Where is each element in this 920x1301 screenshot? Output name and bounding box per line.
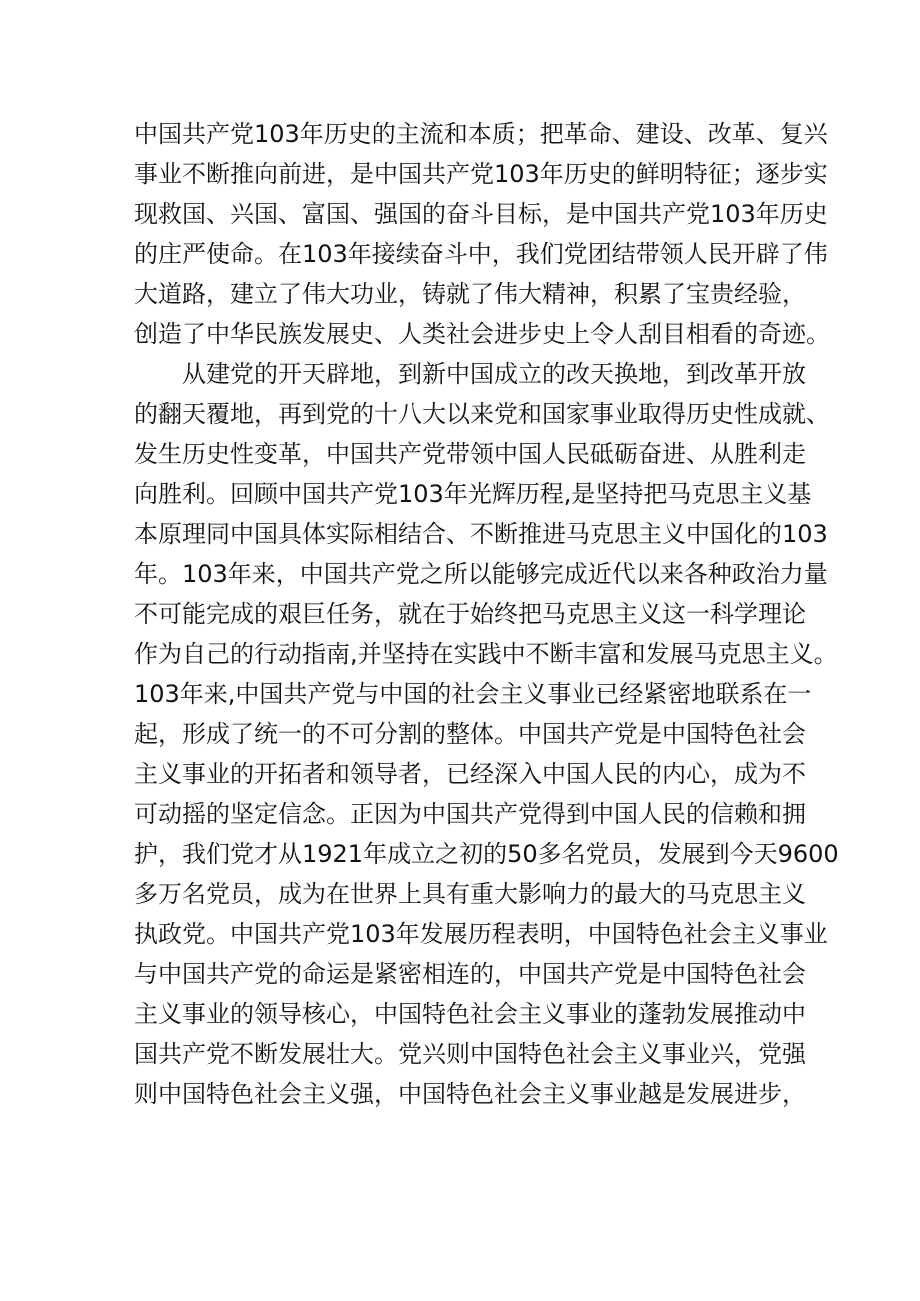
text-line: 护，我们党才从1921年成立之初的50多名党员，发展到今天9600 (134, 840, 839, 868)
text-line: 中国共产党103年历史的主流和本质；把革命、建设、改革、复兴 (134, 120, 828, 148)
body-text (134, 114, 839, 1114)
text-line: 与中国共产党的命运是紧密相连的，中国共产党是中国特色社会 (134, 960, 806, 988)
text-line: 大道路，建立了伟大功业，铸就了伟大精神，积累了宝贵经验， (134, 280, 806, 308)
text-line: 现救国、兴国、富国、强国的奋斗目标，是中国共产党103年历史 (134, 200, 828, 228)
text-line: 多万名党员，成为在世界上具有重大影响力的最大的马克思主义 (134, 880, 806, 908)
text-line: 103年来,中国共产党与中国的社会主义事业已经紧密地联系在一 (134, 680, 812, 708)
text-line: 主义事业的领导核心，中国特色社会主义事业的蓬勃发展推动中 (134, 1000, 806, 1028)
text-line: 的翻天覆地，再到党的十八大以来党和国家事业取得历史性成就、 (134, 400, 830, 428)
text-line: 的庄严使命。在103年接续奋斗中，我们党团结带领人民开辟了伟 (134, 240, 828, 268)
text-line: 起，形成了统一的不可分割的整体。中国共产党是中国特色社会 (134, 720, 806, 748)
text-line: 不可能完成的艰巨任务，就在于始终把马克思主义这一科学理论 (134, 600, 806, 628)
text-line: 年。103年来，中国共产党之所以能够完成近代以来各种政治力量 (134, 560, 828, 588)
text-line: 事业不断推向前进，是中国共产党103年历史的鲜明特征；逐步实 (134, 160, 828, 188)
text-line: 本原理同中国具体实际相结合、不断推进马克思主义中国化的103 (134, 520, 828, 548)
text-line: 发生历史性变革，中国共产党带领中国人民砥砺奋进、从胜利走 (134, 440, 806, 468)
text-line: 则中国特色社会主义强，中国特色社会主义事业越是发展进步， (134, 1080, 806, 1108)
text-line: 创造了中华民族发展史、人类社会进步史上令人刮目相看的奇迹。 (134, 320, 830, 348)
text-line: 执政党。中国共产党103年发展历程表明，中国特色社会主义事业 (134, 920, 828, 948)
text-line: 国共产党不断发展壮大。党兴则中国特色社会主义事业兴，党强 (134, 1040, 806, 1068)
text-line: 可动摇的坚定信念。正因为中国共产党得到中国人民的信赖和拥 (134, 800, 806, 828)
text-line: 向胜利。回顾中国共产党103年光辉历程,是坚持把马克思主义基 (134, 480, 812, 508)
text-line: 作为自己的行动指南,并坚持在实践中不断丰富和发展马克思主义。 (134, 640, 838, 668)
text-line: 主义事业的开拓者和领导者，已经深入中国人民的内心，成为不 (134, 760, 806, 788)
paragraph-start-line: 从建党的开天辟地，到新中国成立的改天换地，到改革开放 (182, 360, 806, 388)
